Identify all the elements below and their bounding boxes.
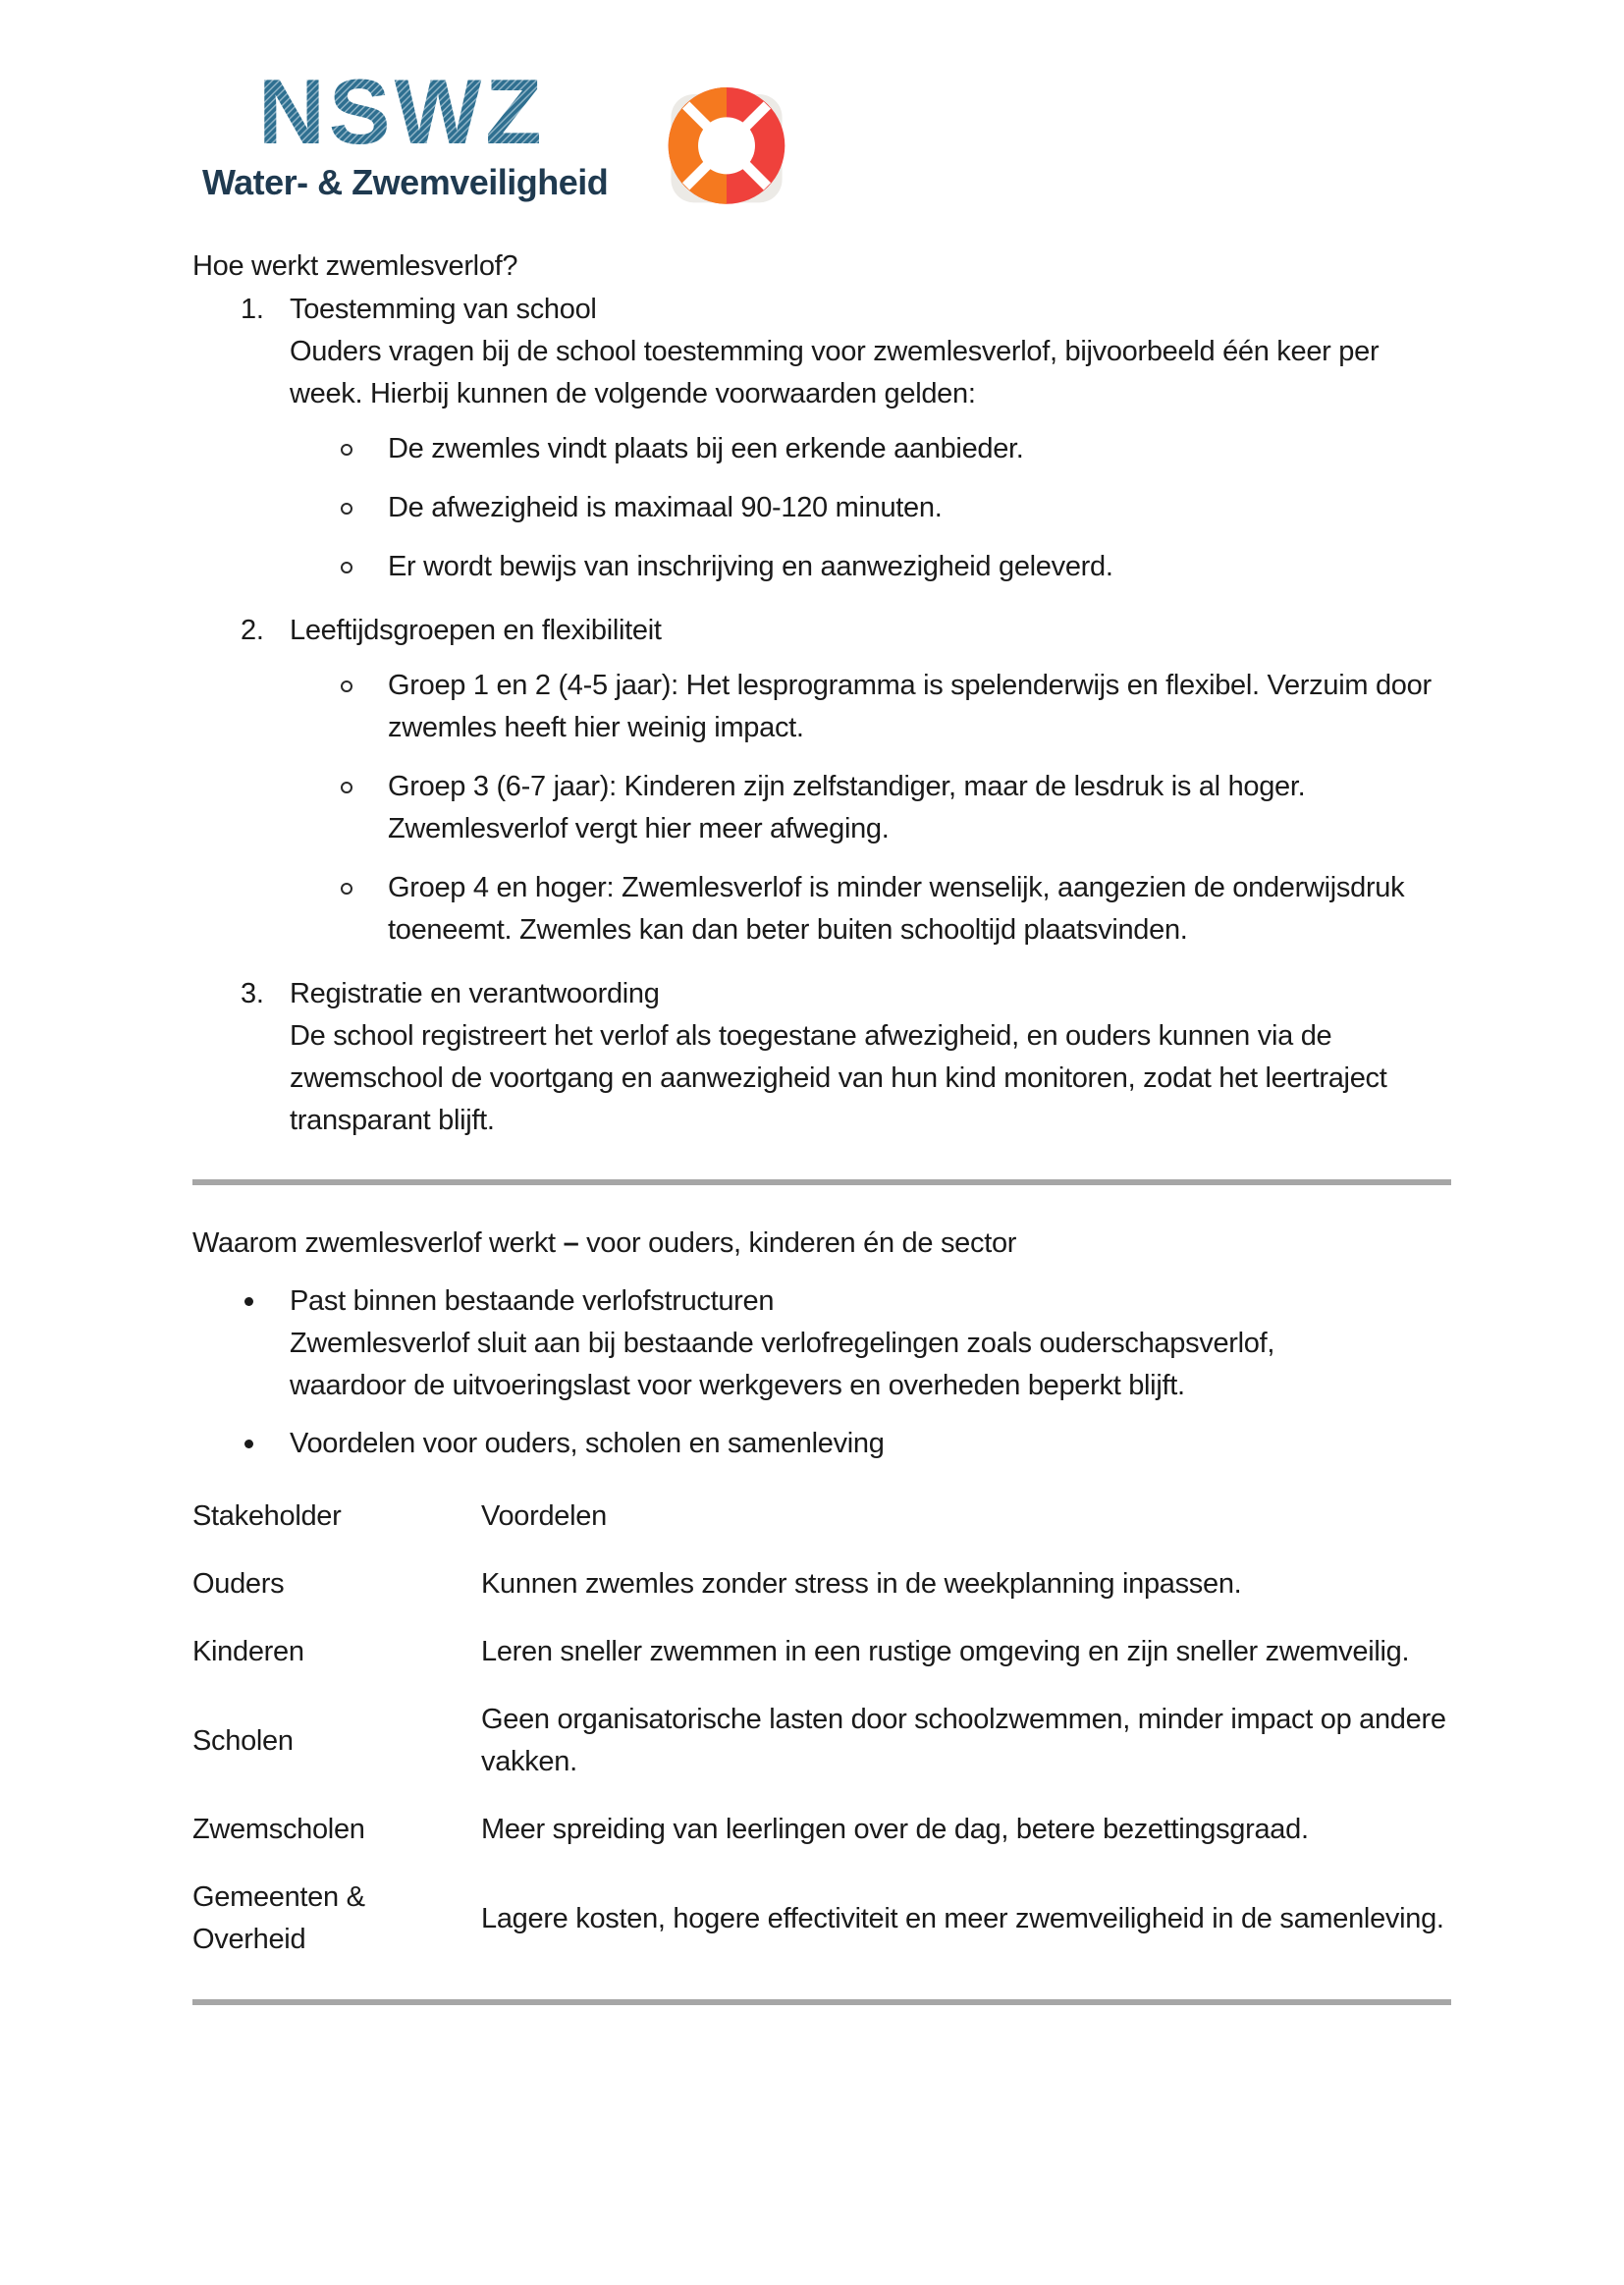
voordelen-cell: Kunnen zwemles zonder stress in de weekplanning inpassen.	[481, 1568, 1242, 1600]
voordelen-cell: Lagere kosten, hogere effectiviteit en meer zwemveiligheid in de samenleving.	[481, 1902, 1444, 1934]
section-divider	[192, 1179, 1451, 1185]
table-row	[192, 1796, 1451, 1864]
circle-bullet-marker	[339, 665, 388, 749]
circle-bullet-marker	[339, 867, 388, 952]
stakeholder-cell: Scholen	[192, 1724, 294, 1757]
disc-bullet-icon	[244, 1297, 253, 1306]
table-row	[192, 1686, 1451, 1796]
table-header-row	[192, 1483, 1451, 1551]
circle-bullet-icon	[341, 503, 352, 515]
stakeholder-cell: Kinderen	[192, 1636, 304, 1667]
sub-bullet-text: De zwemles vindt plaats bij een erkende aanbieder.	[388, 433, 1024, 464]
item-title: Registratie en verantwoording	[290, 978, 660, 1009]
sub-bullet	[339, 487, 1451, 529]
numbered-item-3	[241, 973, 1451, 1142]
why-bullet-2	[241, 1423, 1451, 1465]
stakeholder-cell: Zwemscholen	[192, 1814, 365, 1845]
table-row	[192, 1864, 1451, 1974]
disc-bullet-icon	[244, 1440, 253, 1448]
circle-bullet-icon	[341, 562, 352, 573]
sub-bullet-text: De afwezigheid is maximaal 90-120 minuten.	[388, 492, 943, 523]
circle-bullet-icon	[341, 782, 352, 793]
sub-bullet	[339, 665, 1451, 749]
item-title: Toestemming van school	[290, 294, 597, 325]
bullet-title: Voordelen voor ouders, scholen en samenleving	[290, 1428, 885, 1459]
sub-bullet	[339, 546, 1451, 588]
table-row	[192, 1551, 1451, 1618]
why-bullet-1	[241, 1280, 1451, 1407]
stakeholder-cell: Gemeenten & Overheid	[192, 1881, 365, 1955]
stakeholder-table	[192, 1483, 1451, 1974]
bullet-title: Past binnen bestaande verlofstructuren	[290, 1285, 775, 1317]
numbered-item-2	[241, 610, 1451, 652]
disc-bullet-marker	[241, 1280, 290, 1407]
numbered-item-content	[290, 610, 1451, 652]
stakeholder-cell: Ouders	[192, 1568, 285, 1600]
sub-bullet-text: Groep 1 en 2 (4-5 jaar): Het lesprogramma is spelenderwijs en flexibel. Verzuim door zwemles heeft hier weinig impact.	[388, 670, 1432, 743]
circle-bullet-icon	[341, 883, 352, 895]
circle-bullet-icon	[341, 444, 352, 456]
item-title: Leeftijdsgroepen en flexibiliteit	[290, 615, 662, 646]
nswz-wordmark: NSWZ	[257, 60, 546, 161]
voordelen-cell: Geen organisatorische lasten door schoolzwemmen, minder impact op andere vakken.	[481, 1704, 1446, 1777]
sub-bullet	[339, 867, 1451, 952]
circle-bullet-marker	[339, 766, 388, 850]
heading-dash: –	[563, 1227, 579, 1259]
item-body: Ouders vragen bij de school toestemming voor zwemlesverlof, bijvoorbeeld één keer per week. Hierbij kunnen de volgende voorwaarden gelden:	[290, 336, 1380, 409]
logo	[192, 59, 1451, 212]
sub-bullet-text: Groep 3 (6-7 jaar): Kinderen zijn zelfstandiger, maar de lesdruk is al hoger. Zwemlesverlof vergt hier meer afweging.	[388, 771, 1306, 844]
heading-text: Waarom zwemlesverlof werkt	[192, 1227, 564, 1259]
why-bullet-content	[290, 1280, 1389, 1407]
section-heading-how: Hoe werkt zwemlesverlof?	[192, 250, 518, 282]
numbered-item-content	[290, 973, 1451, 1142]
lifebuoy-icon	[659, 77, 794, 212]
logo-wordmark-block	[202, 59, 608, 202]
sub-bullet-text: Groep 4 en hoger: Zwemlesverlof is minder wenselijk, aangezien de onderwijsdruk toeneemt. Zwemles kan dan beter buiten schooltijd plaatsvinden.	[388, 872, 1405, 946]
number-marker: 1.	[241, 294, 264, 325]
nswz-logo-icon	[258, 59, 553, 161]
sub-bullet	[339, 766, 1451, 850]
heading-text: voor ouders, kinderen én de sector	[578, 1227, 1017, 1259]
circle-bullet-icon	[341, 680, 352, 692]
section-heading-why	[192, 1223, 1451, 1265]
column-header-stakeholder: Stakeholder	[192, 1500, 342, 1532]
bullet-body: Zwemlesverlof sluit aan bij bestaande verlofregelingen zoals ouderschapsverlof, waardoor de uitvoeringslast voor werkgevers en overheden beperkt blijft.	[290, 1328, 1275, 1401]
numbered-item-1	[241, 289, 1451, 415]
voordelen-cell: Meer spreiding van leerlingen over de dag, betere bezettingsgraad.	[481, 1814, 1309, 1845]
number-marker: 2.	[241, 615, 264, 646]
voordelen-cell: Leren sneller zwemmen in een rustige omgeving en zijn sneller zwemveilig.	[481, 1636, 1410, 1667]
sub-bullet-text: Er wordt bewijs van inschrijving en aanwezigheid geleverd.	[388, 551, 1113, 582]
disc-bullet-marker	[241, 1423, 290, 1465]
circle-bullet-marker	[339, 487, 388, 529]
table-row	[192, 1618, 1451, 1686]
sub-bullet	[339, 428, 1451, 470]
circle-bullet-marker	[339, 428, 388, 470]
logo-subtitle: Water- & Zwemveiligheid	[202, 162, 609, 202]
circle-bullet-marker	[339, 546, 388, 588]
column-header-voordelen: Voordelen	[481, 1500, 607, 1532]
why-bullet-content	[290, 1423, 1389, 1465]
item-body: De school registreert het verlof als toegestane afwezigheid, en ouders kunnen via de zwemschool de voortgang en aanwezigheid van hun kind monitoren, zodat het leertraject transparant blijft.	[290, 1020, 1387, 1136]
numbered-item-content	[290, 289, 1451, 415]
section-divider	[192, 1999, 1451, 2005]
number-marker: 3.	[241, 978, 264, 1009]
